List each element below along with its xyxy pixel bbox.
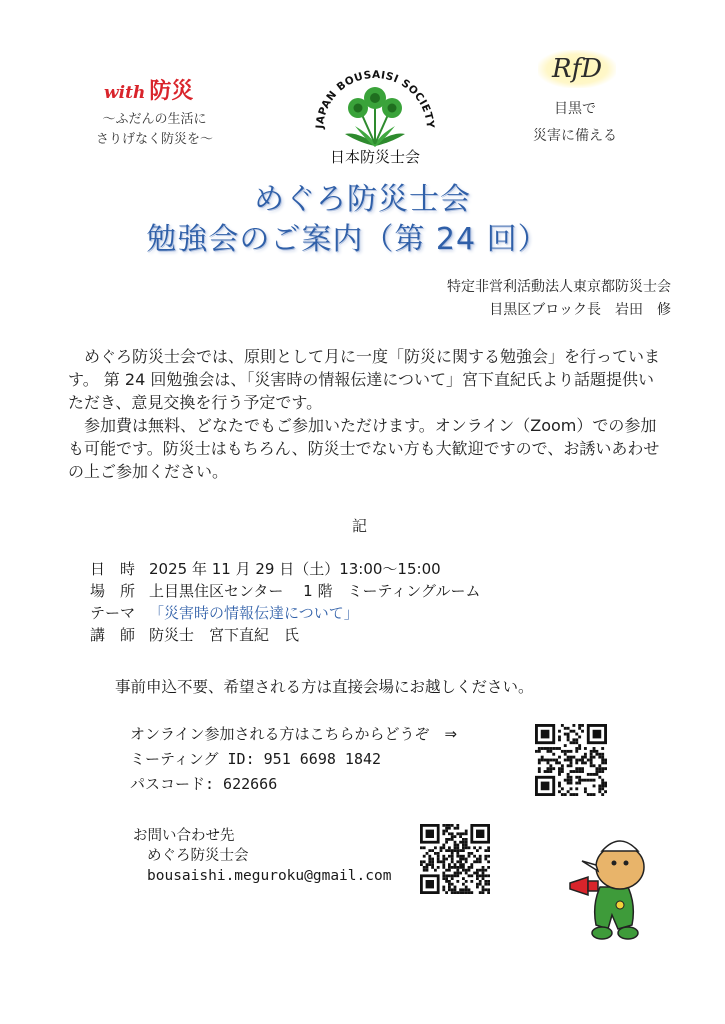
speaker-row	[90, 624, 481, 646]
title-line1: めぐろ防災士会	[254, 182, 471, 217]
date-row	[90, 558, 481, 580]
speaker-label: 講 師	[90, 626, 136, 644]
theme-row	[90, 602, 481, 624]
organizer	[447, 276, 671, 322]
place-row	[90, 580, 481, 602]
society-logo-text: JAPAN BOUSAISI SOCIETY	[313, 68, 437, 130]
with-bousai-logo	[104, 74, 193, 105]
with-logo-prefix: with	[104, 83, 146, 103]
organizer-line2: 目黒区ブロック長 岩田 修	[489, 302, 671, 318]
intro-paragraph: めぐろ防災士会では、原則として月に一度「防災に関する勉強会」を行っています。 第 24 回勉強会は、「災害時の情報伝達について」宮下直紀氏より話題提供いただき、意見交換を行う予定です。	[68, 347, 661, 412]
meeting-id: ミーティング ID: 951 6698 1842	[130, 750, 382, 768]
ki-heading: 記	[352, 517, 368, 535]
japan-bousaisi-society-logo	[305, 48, 445, 168]
online-info	[130, 722, 457, 797]
page-title	[0, 180, 725, 260]
passcode: パスコード: 622666	[130, 775, 278, 793]
tagline-line1: ～ふだんの生活に	[102, 112, 207, 127]
zoom-qr-code-icon[interactable]	[535, 724, 607, 796]
contact-qr-code-icon[interactable]	[420, 824, 490, 894]
contact-block	[133, 826, 391, 886]
contact-name: めぐろ防災士会	[147, 848, 249, 864]
with-logo-word: 防災	[149, 78, 194, 104]
rfd-subtitle	[522, 96, 628, 150]
society-logo-name: 日本防災士会	[329, 148, 421, 166]
date-label: 日 時	[90, 560, 136, 578]
place-label: 場 所	[90, 582, 136, 600]
online-join-text: オンライン参加される方はこちらからどうぞ ⇒	[130, 725, 458, 743]
title-line2: 勉強会のご案内（第 24 回）	[146, 222, 549, 257]
theme-value: 「災害時の情報伝達について」	[149, 604, 359, 622]
contact-email[interactable]: bousaishi.meguroku@gmail.com	[147, 868, 392, 884]
rfd-line2: 災害に備える	[533, 128, 617, 144]
participation-paragraph: 参加費は無料、どなたでもご参加いただけます。オンライン（Zoom）での参加も可能です。防災士はもちろん、防災士でない方も大歓迎ですので、お誘いあわせの上ご参加ください。	[68, 416, 660, 481]
no-registration-notice: 事前申込不要、希望される方は直接会場にお越しください。	[115, 678, 534, 696]
speaker-value: 防災士 宮下直紀 氏	[149, 626, 300, 644]
organizer-line1: 特定非営利活動法人東京都防災士会	[447, 279, 671, 295]
dandelion-logo-icon	[345, 87, 405, 147]
rfd-line1: 目黒で	[554, 101, 596, 117]
tagline	[96, 110, 213, 150]
theme-label: テーマ	[90, 604, 136, 622]
tagline-line2: さりげなく防災を～	[96, 132, 214, 147]
place-value: 上目黒住区センター 1 階 ミーティングルーム	[149, 582, 481, 600]
contact-heading: お問い合わせ先	[133, 828, 235, 844]
event-details	[90, 558, 481, 646]
date-value: 2025 年 11 月 29 日（土）13:00～15:00	[149, 560, 441, 578]
rfd-logo: RfD	[538, 50, 616, 88]
rhino-mascot-icon	[562, 825, 662, 945]
